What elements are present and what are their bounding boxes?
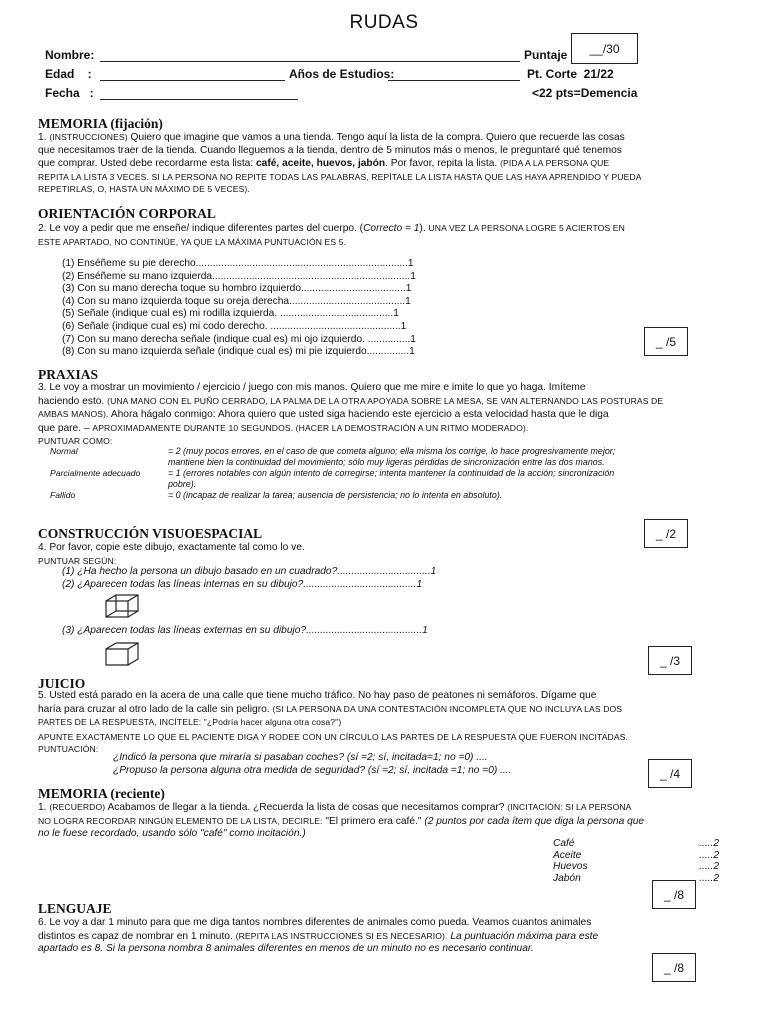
total-score-box[interactable]: __/30: [571, 33, 638, 64]
parcial-desc: = 1 (errores notables con algún intento de corregirse; intenta mantener la continuidad de la acción; sincronización pobre).: [168, 468, 615, 489]
nombre-field[interactable]: [100, 48, 520, 62]
construccion-item: (3) ¿Aparecen todas las líneas externas en su dibujo?.........................................1: [62, 625, 428, 636]
orientacion-item: (7) Con su mano derecha señale (indique cual es) mi ojo izquierdo. ...............1: [62, 333, 416, 345]
orientacion-text: 2. Le voy a pedir que me enseñe/ indique diferentes partes del cuerpo. (Correcto = 1). UNA VEZ LA PERSONA LOGRE 5 ACIERTOS EN ESTE APARTADO, NO CONTINÚE, YA QUE LA MÁXIMA PUNTUACIÓN ES 5.: [38, 223, 625, 247]
normal-desc: = 2 (muy pocos errores, en el caso de que cometa alguno; ella misma los corrige, lo hace progresivamente mejor; mantiene bien la continuidad del movimiento; sólo muy ligeras pérdidas de sincronización entre las dos manos.: [168, 446, 616, 467]
construccion-score2-box[interactable]: _ /3: [648, 646, 692, 675]
construccion-items: [62, 566, 436, 591]
orientacion-heading: ORIENTACIÓN CORPORAL: [38, 206, 216, 221]
puntaje-label: Puntaje: [524, 48, 568, 62]
memoria-reciente-items: [553, 838, 719, 884]
praxias-heading: PRAXIAS: [38, 367, 99, 382]
recall-item: Aceite .....2: [553, 849, 719, 861]
fecha-field[interactable]: [100, 86, 298, 100]
edad-field[interactable]: [100, 67, 285, 81]
normal-label: Normal: [50, 446, 78, 456]
memoria-fijacion-heading: MEMORIA (fijación): [38, 116, 163, 131]
fecha-label: Fecha :: [45, 86, 94, 100]
fallido-desc: = 0 (incapaz de realizar la tarea; ausencia de persistencia; no lo intenta en absoluto).: [168, 490, 503, 500]
lenguaje-heading: LENGUAJE: [38, 901, 112, 916]
lenguaje-score-box[interactable]: _ /8: [652, 953, 696, 982]
orientacion-item: (5) Señale (indique cual es) mi rodilla izquierda. ........................................1: [62, 308, 399, 320]
orientacion-item: (2) Enséñeme su mano izquierda......................................................................1: [62, 270, 416, 282]
construccion-item: (2) ¿Aparecen todas las líneas internas en su dibujo?........................................1: [62, 578, 423, 590]
fallido-label: Fallido: [50, 490, 76, 500]
orientacion-item: (4) Con su mano izquierda toque su oreja derecha.........................................1: [62, 295, 411, 307]
juicio-text: 5. Usted está parado en la acera de una calle que tiene mucho tráfico. No hay paso de peatones ni semáforos. Dígame que haría para cruzar al otro lado de la calle sin peligro. (SI LA PERSONA DA UNA CONTESTACIÓN INCOMPLETA QUE NO INCLUYA LAS DOS PARTES DE LA RESPUESTA, INCÍTELE: "¿Podría hacer alguna otra cosa?") APUNTE EXACTAMENTE LO QUE EL PACIENTE DIGA Y RODEE CON UN CÍRCULO LAS PARTES DE LA RESPUESTA QUE FUERON INCITADAS. PUNTUACIÓN:: [38, 690, 629, 755]
cube-drawing-external-icon: [104, 641, 144, 667]
nombre-label: Nombre:: [45, 48, 95, 62]
page-title: RUDAS: [349, 12, 419, 33]
orientacion-items: [62, 258, 416, 359]
memoria-reciente-score-box[interactable]: _ /8: [652, 880, 696, 909]
construccion-item: (1) ¿Ha hecho la persona un dibujo basado en un cuadrado?.................................1: [62, 566, 437, 577]
construccion-score-box[interactable]: _ /2: [644, 519, 688, 548]
construccion-heading: CONSTRUCCIÓN VISUOESPACIAL: [38, 526, 263, 541]
parcial-label: Parcialmente adecuado: [50, 468, 141, 478]
juicio-score-box[interactable]: _ /4: [648, 759, 692, 788]
memoria-fijacion-text: 1. (INSTRUCCIONES) Quiero que imagine que vamos a una tienda. Tengo aquí la lista de la compra. Quiero que recuerde las cosas que necesitamos traer de la tienda. Cuando lleguemos a la tienda, dentro de 5 minutos más o menos, le preguntaré qué tenemos que comprar. Usted debe recordarme esta lista: café, aceite, huevos, jabón. Por favor, repita la lista. (PIDA A LA PERSONA QUE REPITA LA LISTA 3 VECES. SI LA PERSONA NO REPITE TODAS LAS PALABRAS, REPÍTALE LA LISTA HASTA QUE LAS HAYA APRENDIDO Y PUEDA REPETIRLAS, O, HASTA UN MÁXIMO DE 5 VECES).: [38, 132, 642, 195]
orientacion-score-box[interactable]: _ /5: [644, 327, 688, 356]
juicio-question-2: ¿Propuso la persona alguna otra medida de seguridad? (sí =2; sí, incitada =1; no =0) ....: [113, 765, 512, 776]
orientacion-item: (6) Señale (indique cual es) mi codo derecho. ..............................................1: [62, 320, 407, 332]
anos-estudios-label: Años de Estudios:: [289, 67, 395, 81]
memoria-reciente-text: 1. (RECUERDO) Acabamos de llegar a la tienda. ¿Recuerda la lista de cosas que necesitamos comprar? (INCITACIÓN: SI LA PERSONA NO LOGRA RECORDAR NINGÚN ELEMENTO DE LA LISTA, DECIRLE: "El primero era café." (2 puntos por cada ítem que diga la persona que no le fuese recordado, usando sólo "café" como incitación.): [38, 802, 645, 840]
orientacion-item: (8) Con su mano izquierda señale (indique cual es) mi pie izquierdo...............1: [62, 346, 415, 358]
lenguaje-text: 6. Le voy a dar 1 minuto para que me diga tantos nombres diferentes de animales como pueda. Veamos cuantos animales distintos es capaz de nombrar en 1 minuto. (REPITA LAS INSTRUCCIONES SI ES NECESARIO). La puntuación máxima para este apartado es 8. Si la persona nombra 8 animales diferentes en menos de un minuto no es necesario continuar.: [38, 917, 599, 955]
praxias-text: 3. Le voy a mostrar un movimiento / ejercicio / juego con mis manos. Quiero que me mire e imite lo que yo haga. Imíteme haciendo esto. (UNA MANO CON EL PUÑO CERRADO, LA PALMA DE LA OTRA APOYADA SOBRE LA MESA, SE VAN ALTERNANDO LAS POSTURAS DE AMBAS MANOS). Ahora hágalo conmigo: Ahora quiero que usted siga haciendo este ejercicio a esta velocidad hasta que le diga que pare. – APROXIMADAMENTE DURANTE 10 SEGUNDOS. (HACER LA DEMOSTRACIÓN A UN RITMO MODERADO). PUNTUAR COMO:: [38, 382, 664, 447]
recall-item: Jabón .....2: [553, 872, 719, 884]
demencia-note: <22 pts=Demencia: [532, 86, 638, 100]
orientacion-item: (3) Con su mano derecha toque su hombro izquierdo.....................................1: [62, 283, 412, 295]
recall-item: Café .....2: [553, 838, 719, 849]
pt-corte-label: Pt. Corte 21/22: [527, 67, 614, 81]
cube-drawing-internal-icon: [104, 593, 144, 619]
construccion-text: 4. Por favor, copie este dibujo, exactamente tal como lo ve. PUNTUAR SEGÚN:: [38, 542, 305, 566]
edad-label: Edad :: [45, 67, 92, 81]
recall-item: Huevos .....2: [553, 861, 719, 872]
orientacion-item: (1) Enséñeme su pie derecho...........................................................................1: [62, 258, 414, 269]
anos-estudios-field[interactable]: [388, 67, 520, 81]
juicio-question-1: ¿Indicó la persona que miraría si pasaban coches? (sí =2; sí, incitada=1; no =0) ....: [113, 752, 488, 763]
memoria-reciente-heading: MEMORIA (reciente): [38, 786, 165, 801]
juicio-heading: JUICIO: [38, 676, 86, 691]
